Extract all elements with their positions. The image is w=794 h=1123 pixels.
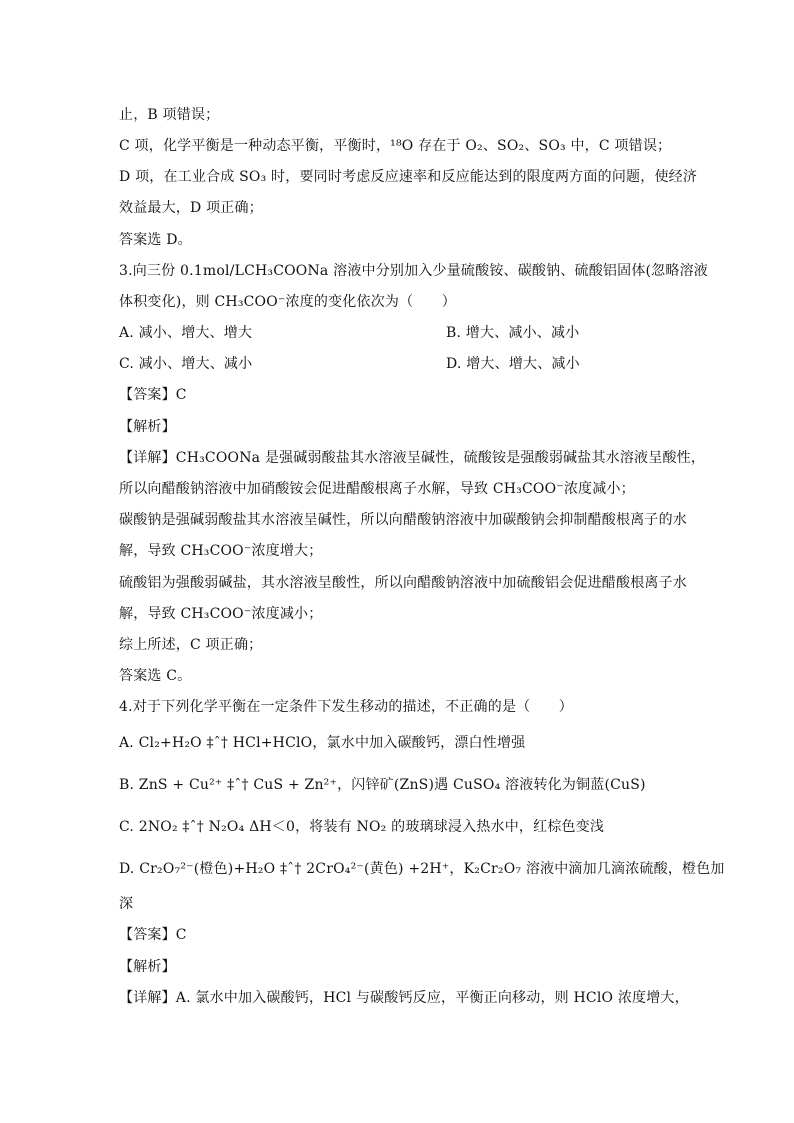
question-3-detail: 【详解】CH₃COONa 是强碱弱酸盐其水溶液呈碱性，硫酸铵是强酸弱碱盐其水溶液呈酸性， [119, 450, 706, 466]
question-3-answer: 【答案】C [119, 387, 187, 403]
question-4-analysis-heading: 【解析】 [119, 959, 176, 975]
question-3-detail: 所以向醋酸钠溶液中加硝酸铵会促进醋酸根离子水解，导致 CH₃COO⁻浓度减小； [119, 481, 635, 497]
question-3-detail: 答案选 C。 [119, 668, 192, 684]
question-3-option-b: B. 增大、减小、减小 [446, 325, 580, 341]
text-line: 止，B 项错误； [119, 107, 220, 123]
text-line: D 项，在工业合成 SO₃ 时，要同时考虑反应速率和反应能达到的限度两方面的问题，使经济 [119, 169, 698, 185]
question-4-stem: 4.对于下列化学平衡在一定条件下发生移动的描述，不正确的是（ ） [119, 699, 573, 715]
question-3-detail: 解，导致 CH₃COO⁻浓度减小； [119, 606, 323, 622]
question-4-option-d: D. Cr₂O₇²⁻(橙色)+H₂O ‡ˆ† 2CrO₄²⁻(黄色) +2H⁺，K₂Cr₂O₇ 溶液中滴加几滴浓硫酸，橙色加 [119, 861, 725, 877]
text-line: C 项，化学平衡是一种动态平衡，平衡时，¹⁸O 存在于 O₂、SO₂、SO₃ 中，C 项错误； [119, 138, 672, 154]
text-line: 答案选 D。 [119, 232, 192, 248]
question-4-answer: 【答案】C [119, 927, 187, 943]
question-3-analysis-heading: 【解析】 [119, 419, 176, 435]
question-4-option-b: B. ZnS + Cu²⁺ ‡ˆ† CuS + Zn²⁺，闪锌矿(ZnS)遇 CuSO₄ 溶液转化为铜蓝(CuS) [119, 777, 646, 793]
question-3-detail: 硫酸铝为强酸弱碱盐，其水溶液呈酸性，所以向醋酸钠溶液中加硫酸铝会促进醋酸根离子水 [119, 575, 687, 591]
question-3-option-a: A. 减小、增大、增大 [119, 325, 253, 341]
question-3-stem: 体积变化)，则 CH₃COO⁻浓度的变化依次为（ ） [119, 294, 456, 310]
question-4-detail: 【详解】A. 氯水中加入碳酸钙，HCl 与碳酸钙反应，平衡正向移动，则 HClO 浓度增大， [119, 990, 689, 1006]
question-4-option-a: A. Cl₂+H₂O ‡ˆ† HCl+HClO，氯水中加入碳酸钙，漂白性增强 [119, 735, 526, 751]
question-4-option-d-cont: 深 [119, 896, 134, 912]
question-4-option-c: C. 2NO₂ ‡ˆ† N₂O₄ ΔH＜0，将装有 NO₂ 的玻璃球浸入热水中，红棕色变浅 [119, 819, 605, 835]
question-3-stem: 3.向三份 0.1mol/LCH₃COONa 溶液中分别加入少量硫酸铵、碳酸钠、硫酸铝固体(忽略溶液 [119, 263, 708, 279]
text-line: 效益最大，D 项正确； [119, 200, 263, 216]
question-3-detail: 碳酸钠是强碱弱酸盐其水溶液呈碱性，所以向醋酸钠溶液中加碳酸钠会抑制醋酸根离子的水 [119, 512, 687, 528]
question-3-detail: 解，导致 CH₃COO⁻浓度增大； [119, 543, 323, 559]
question-3-option-c: C. 减小、增大、减小 [119, 356, 253, 372]
question-3-detail: 综上所述，C 项正确； [119, 637, 263, 653]
question-3-option-d: D. 增大、增大、减小 [446, 356, 580, 372]
